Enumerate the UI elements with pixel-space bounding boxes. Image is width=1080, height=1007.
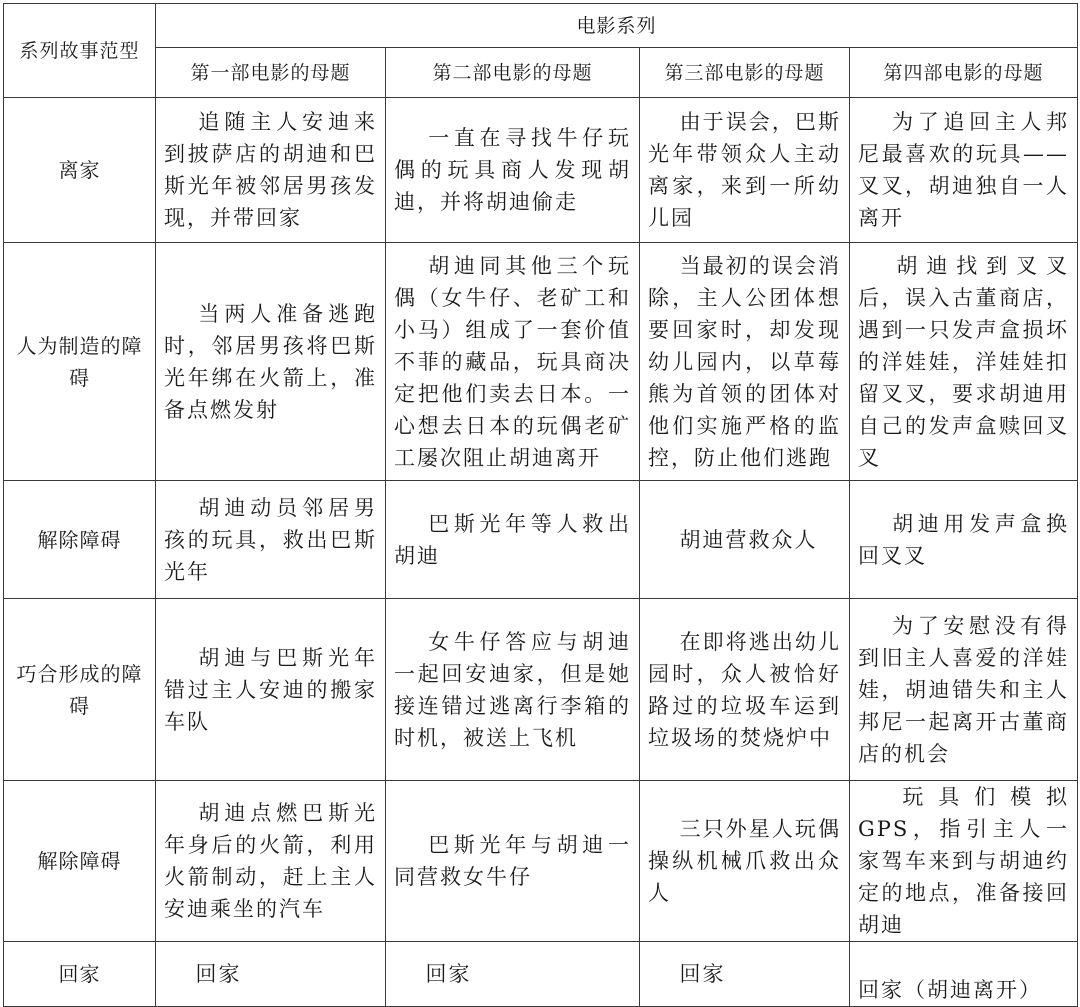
header-corner: 系列故事范型	[4, 4, 156, 98]
table-row	[4, 481, 1078, 599]
table-cell: 胡迪动员邻居男孩的玩具，救出巴斯光年	[156, 481, 386, 599]
table-cell: 当最初的误会消除，主人公团体想要回家时，却发现幼儿园内，以草莓熊为首领的团体对他们实施严格的监控，防止他们逃跑	[640, 243, 850, 481]
header-row-top	[4, 4, 1078, 48]
table-cell: 回家	[640, 942, 850, 1007]
row-label: 人为制造的障碍	[4, 243, 156, 481]
table-cell: 玩具们模拟GPS，指引主人一家驾车来到与胡迪约定的地点，准备接回胡迪	[850, 781, 1078, 942]
table-row	[4, 98, 1078, 243]
table-cell: 一直在寻找牛仔玩偶的玩具商人发现胡迪，并将胡迪偷走	[386, 98, 640, 243]
column-header-4: 第四部电影的母题	[850, 48, 1078, 98]
table-row	[4, 942, 1078, 1007]
table-row	[4, 599, 1078, 781]
column-header-2: 第二部电影的母题	[386, 48, 640, 98]
table-cell: 巴斯光年与胡迪一同营救女牛仔	[386, 781, 640, 942]
row-label: 巧合形成的障碍	[4, 599, 156, 781]
story-paradigm-table	[3, 3, 1078, 1007]
column-header-1: 第一部电影的母题	[156, 48, 386, 98]
column-header-3: 第三部电影的母题	[640, 48, 850, 98]
table-cell: 胡迪找到叉叉后，误入古董商店，遇到一只发声盒损坏的洋娃娃，洋娃娃扣留叉叉，要求胡迪用自己的发声盒赎回叉叉	[850, 243, 1078, 481]
table-row	[4, 781, 1078, 942]
header-row-columns	[4, 48, 1078, 98]
table-cell: 由于误会，巴斯光年带领众人主动离家，来到一所幼儿园	[640, 98, 850, 243]
table-cell: 追随主人安迪来到披萨店的胡迪和巴斯光年被邻居男孩发现，并带回家	[156, 98, 386, 243]
table-cell: 三只外星人玩偶操纵机械爪救出众人	[640, 781, 850, 942]
row-label: 离家	[4, 98, 156, 243]
table-cell: 在即将逃出幼儿园时，众人被恰好路过的垃圾车运到垃圾场的焚烧炉中	[640, 599, 850, 781]
table-cell: 回家	[386, 942, 640, 1007]
table-cell: 胡迪点燃巴斯光年身后的火箭，利用火箭制动，赶上主人安迪乘坐的汽车	[156, 781, 386, 942]
row-label: 解除障碍	[4, 481, 156, 599]
table-cell: 胡迪与巴斯光年错过主人安迪的搬家车队	[156, 599, 386, 781]
table-cell: 回家（胡迪离开）	[850, 942, 1078, 1007]
table-cell: 胡迪用发声盒换回叉叉	[850, 481, 1078, 599]
header-group: 电影系列	[156, 4, 1078, 48]
row-label: 回家	[4, 942, 156, 1007]
table-cell: 为了安慰没有得到旧主人喜爱的洋娃娃，胡迪错失和主人邦尼一起离开古董商店的机会	[850, 599, 1078, 781]
table-cell: 当两人准备逃跑时，邻居男孩将巴斯光年绑在火箭上，准备点燃发射	[156, 243, 386, 481]
table-cell: 回家	[156, 942, 386, 1007]
row-label: 解除障碍	[4, 781, 156, 942]
table-cell: 为了追回主人邦尼最喜欢的玩具——叉叉，胡迪独自一人离开	[850, 98, 1078, 243]
table-cell: 巴斯光年等人救出胡迪	[386, 481, 640, 599]
table-cell: 胡迪营救众人	[640, 481, 850, 599]
table-row	[4, 243, 1078, 481]
table-cell: 胡迪同其他三个玩偶（女牛仔、老矿工和小马）组成了一套价值不菲的藏品，玩具商决定把他们卖去日本。一心想去日本的玩偶老矿工屡次阻止胡迪离开	[386, 243, 640, 481]
table-cell: 女牛仔答应与胡迪一起回安迪家，但是她接连错过逃离行李箱的时机，被送上飞机	[386, 599, 640, 781]
